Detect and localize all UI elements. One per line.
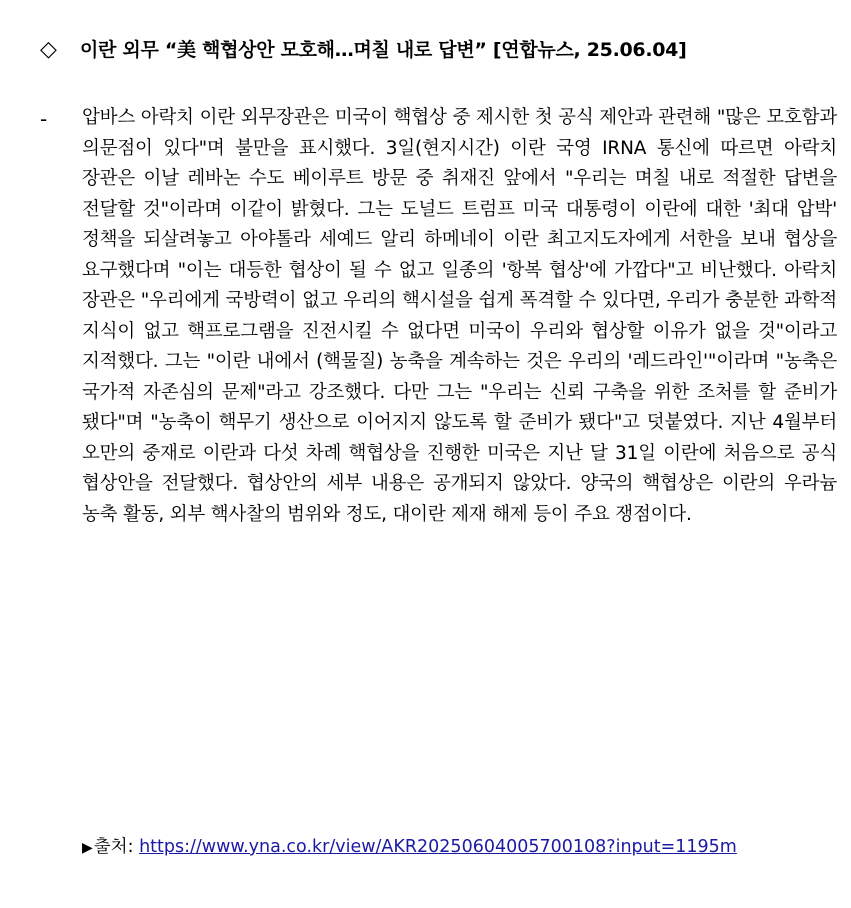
source-link[interactable]: https://www.yna.co.kr/view/AKR20250604005700108?input=1195m [139, 837, 737, 857]
diamond-bullet-icon: ◇ [40, 37, 57, 62]
article-body: 압바스 아락치 이란 외무장관은 미국이 핵협상 중 제시한 첫 공식 제안과 관련해 "많은 모호함과 의문점이 있다"며 불만을 표시했다. 3일(현지시간) 이란 국영 IRNA 통신에 따르면 아락치 장관은 이날 레바논 수도 베이루트 방문 중 취재진 앞에서 "우리는 며칠 내로 적절한 답변을 전달할 것"이라며 이같이 밝혔다. 그는 도널드 트럼프 미국 대통령이 이란에 대한 '최대 압박' 정책을 되살려놓고 아야톨라 세예드 알리 하메네이 이란 최고지도자에게 서한을 보내 협상을 요구했다며 "이는 대등한 협상이 될 수 없고 일종의 '항복 협상'에 가깝다"고 비난했다. 아락치 장관은 "우리에게 국방력이 없고 우리의 핵시설을 쉽게 폭격할 수 있다면, 우리가 충분한 과학적 지식이 없고 핵프로그램을 진전시킬 수 없다면 미국이 우리와 협상할 이유가 없을 것"이라고 지적했다. 그는 "이란 내에서 (핵물질) 농축을 계속하는 것은 우리의 '레드라인'"이라며 "농축은 국가적 자존심의 문제"라고 강조했다. 다만 그는 "우리는 신뢰 구축을 위한 조처를 할 준비가 됐다"며 "농축이 핵무기 생산으로 이어지지 않도록 할 준비가 됐다"고 덧붙였다. 지난 4월부터 오만의 중재로 이란과 다섯 차례 핵협상을 진행한 미국은 지난 달 31일 이란에 처음으로 공식 협상안을 전달했다. 협상안의 세부 내용은 공개되지 않았다. 양국의 핵협상은 이란의 우라늄 농축 활동, 외부 핵사찰의 범위와 정도, 대이란 제재 해제 등이 주요 쟁점이다. [82, 107, 837, 525]
source-label: 출처: [93, 837, 140, 857]
article-title: 이란 외무 “美 핵협상안 모호해…며칠 내로 답변” [연합뉴스, 25.06.04] [80, 39, 687, 61]
play-arrow-icon: ▶ [82, 840, 93, 856]
source-line [82, 832, 737, 863]
title-row [40, 30, 820, 70]
list-dash-marker: - [40, 107, 48, 131]
